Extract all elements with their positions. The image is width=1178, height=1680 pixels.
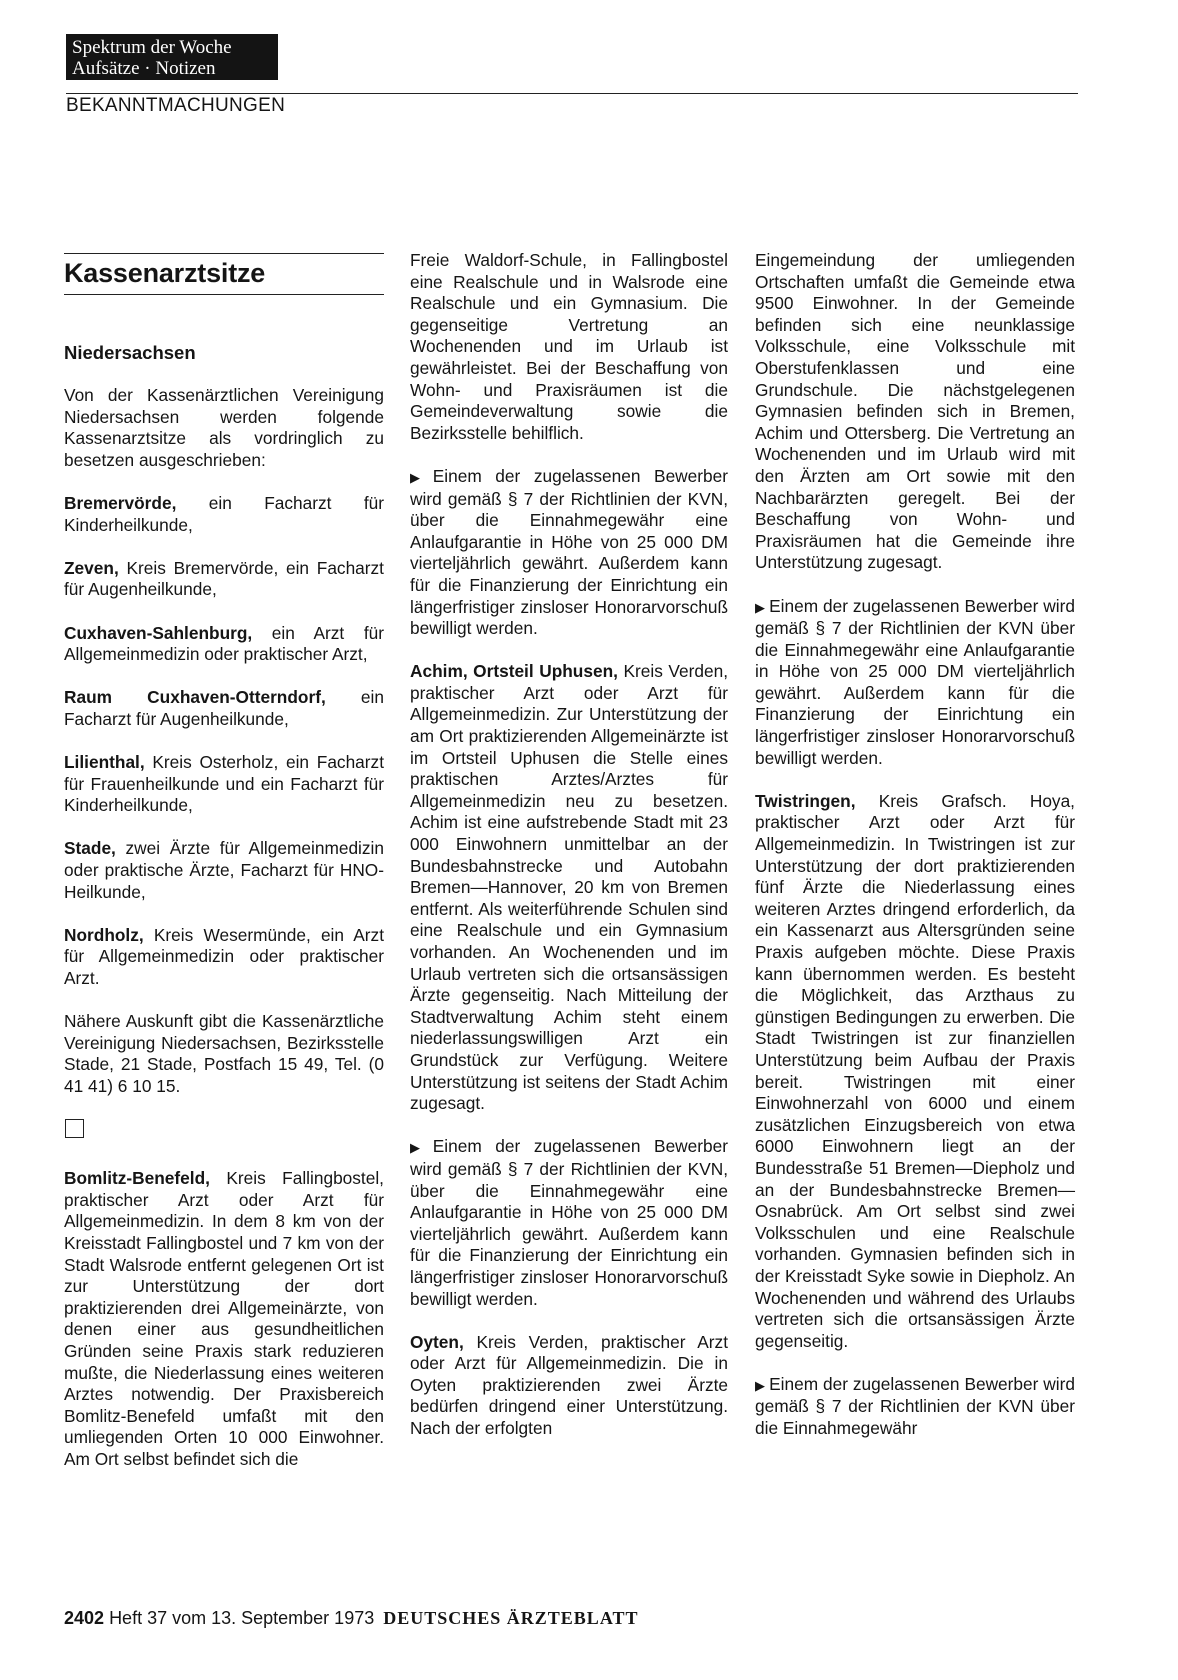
section-label: BEKANNTMACHUNGEN <box>66 95 286 116</box>
guarantee-paragraph <box>410 1136 728 1310</box>
listing-entry <box>410 661 728 1114</box>
listing-place: Zeven, <box>64 557 119 578</box>
listing-entry <box>64 838 384 903</box>
listing-entry <box>410 1332 728 1440</box>
triangle-bullet-icon: ▶ <box>410 1140 429 1156</box>
listing-text: Kreis Fallingbostel, praktischer Arzt oder Arzt für Allgemeinmedizin. In dem 8 km von der Kreisstadt Fallingbostel und 7 km von der Stadt Walsrode entfernt gelegenen Ort ist zur Unterstützung der dort praktizierenden drei Allgemeinärzte, von denen einer aus gesundheitlichen Gründen seine Praxis stark reduzieren mußte, die Niederlassung eines weiteren Arztes notwendig. Der Praxisbereich Bomlitz-Benefeld umfaßt mit den umliegenden Orten 10 000 Einwohner. Am Ort selbst befindet sich die <box>64 1168 384 1469</box>
listing-place: Nordholz, <box>64 924 144 945</box>
listing-text: zwei Ärzte für Allgemeinmedizin oder praktische Ärzte, Facharzt für HNO-Heilkunde, <box>64 838 384 902</box>
paragraph: Freie Waldorf-Schule, in Fallingbostel eine Realschule und in Walsrode eine Realschule und ein Gymnasium. Die gegenseitige Vertretung an Wochenenden und im Urlaub ist gewährleistet. Bei der Beschaffung von Wohn- und Praxisräumen ist die Gemeindeverwaltung sowie die Bezirksstelle behilflich. <box>410 250 728 443</box>
listing-entry <box>64 687 384 730</box>
listing-place: Raum Cuxhaven-Otterndorf, <box>64 687 326 708</box>
listing-place: Achim, Ortsteil Uphusen, <box>410 661 618 682</box>
listing-entry <box>64 752 384 817</box>
listing-place: Bomlitz-Benefeld, <box>64 1168 210 1189</box>
listing-place: Cuxhaven-Sahlenburg, <box>64 622 253 643</box>
listing-entry <box>64 558 384 601</box>
section-header-box <box>66 34 278 80</box>
triangle-bullet-icon: ▶ <box>755 1377 766 1393</box>
header-rule <box>66 93 1078 94</box>
listing-entry <box>755 791 1075 1352</box>
info-paragraph: Nähere Auskunft gibt die Kassenärztliche Vereinigung Niedersachsen, Bezirksstelle Stade, 21 Stade, Postfach 15 49, Tel. (0 41 41) 6 10 15. <box>64 1011 384 1096</box>
column-1 <box>64 385 384 1471</box>
listing-text: Kreis Verden, praktischer Arzt oder Arzt für Allgemeinmedizin. Zur Unterstützung der am Ort praktizierenden Allgemeinärzte ist im Ortsteil Uphusen die Stelle eines praktischen Arztes/Arztes für Allgemeinmedizin neu zu besetzen. Achim ist eine aufstrebende Stadt mit 23 000 Einwohnern unmittelbar an der Bundesbahnstrecke und Autobahn Bremen—Hannover, 20 km von Bremen entfernt. Als weiterführende Schulen sind eine Realschule und ein Gymnasium vorhanden. An Wochenenden und im Urlaub vertreten sich die ortsansässigen Ärzte gegenseitig. Nach Mitteilung der Stadtverwaltung Achim steht einem niederlassungswilligen Arzt ein Grundstück zur Verfügung. Weitere Unterstützung ist seitens der Stadt Achim zugesagt. <box>410 661 728 1114</box>
paragraph-text: Einem der zugelassenen Bewerber wird gemäß § 7 der Richtlinien der KVN, über die Einnahmegewähr eine Anlaufgarantie in Höhe von 25 000 DM vierteljährlich gewährt. Außerdem kann für die Finanzierung der Einrichtung ein längerfristiger zinsloser Honorarvorschuß bewilligt werden. <box>410 465 729 639</box>
listing-text: Kreis Grafsch. Hoya, praktischer Arzt oder Arzt für Allgemeinmedizin. In Twistringen ist zur Unterstützung der dort praktizierenden fünf Ärzte die Niederlassung eines weiteren Arztes dringend erforderlich, da ein Kassenarzt aus Altersgründen seine Praxis aufgeben möchte. Diese Praxis kann übernommen werden. Es besteht die Möglichkeit, das Arzthaus zu günstigen Bedingungen zu erwerben. Die Stadt Twistringen ist zur finanziellen Unterstützung beim Aufbau der Praxis bereit. Twistringen mit einer Einwohnerzahl von 6000 und einem zusätzlichen Einzugsbereich von etwa 6000 Einwohnern liegt an der Bundesstraße 51 Bremen—Diepholz und an der Bundesbahnstrecke Bremen—Osnabrück. Am Ort selbst sind zwei Volksschulen und eine Realschule vorhanden. Gymnasien befinden sich in der Kreisstadt Syke sowie in Diepholz. An Wochenenden und während des Urlaubs vertreten sich die ortsansässigen Ärzte gegenseitig. <box>755 790 1075 1351</box>
listing-text: Kreis Wesermünde, ein Arzt für Allgemeinmedizin oder praktischer Arzt. <box>64 924 384 989</box>
listing-entry <box>64 1168 384 1470</box>
issue-info: Heft 37 vom 13. September 1973 <box>109 1608 375 1628</box>
article-title: Kassenarztsitze <box>64 258 266 288</box>
listing-entry <box>64 493 384 536</box>
listing-place: Stade, <box>64 838 116 859</box>
column-3 <box>755 250 1075 1440</box>
guarantee-paragraph <box>410 466 728 640</box>
column-2 <box>410 250 728 1440</box>
page-footer <box>64 1608 639 1629</box>
listing-text: Kreis Bremervörde, ein Facharzt für Augenheilkunde, <box>64 557 384 600</box>
listing-text: Kreis Osterholz, ein Facharzt für Frauenheilkunde und ein Facharzt für Kinderheilkunde, <box>64 752 384 816</box>
listing-text: ein Facharzt für Kinderheilkunde, <box>64 492 384 535</box>
page-number: 2402 <box>64 1608 105 1628</box>
title-rule-top <box>64 253 384 254</box>
section-end-box-icon <box>65 1119 84 1138</box>
publication-name: DEUTSCHES ÄRZTEBLATT <box>383 1608 639 1628</box>
title-rule-bottom <box>64 294 384 295</box>
listing-place: Twistringen, <box>755 790 856 811</box>
paragraph-text: Einem der zugelassenen Bewerber wird gemäß § 7 der Richtlinien der KVN über die Einnahmegewähr <box>755 1373 1075 1439</box>
intro-paragraph: Von der Kassenärztlichen Vereinigung Niedersachsen werden folgende Kassenarztsitze als vordringlich zu besetzen ausgeschrieben: <box>64 385 384 470</box>
listing-entry <box>64 925 384 990</box>
triangle-bullet-icon: ▶ <box>410 469 429 485</box>
header-box-line2: Aufsätze · Notizen <box>72 58 216 79</box>
listing-text: Kreis Verden, praktischer Arzt oder Arzt für Allgemeinmedizin. Die in Oyten praktizierenden zwei Ärzte bedürfen dringend einer Unterstützung. Nach der erfolgten <box>410 1331 728 1439</box>
paragraph: Eingemeindung der umliegenden Ortschaften umfaßt die Gemeinde etwa 9500 Einwohner. In der Gemeinde befinden sich eine neunklassige Volksschule, eine Volksschule mit Oberstufenklassen und eine Grundschule. Die nächstgelegenen Gymnasien befinden sich in Bremen, Achim und Ottersberg. Die Vertretung an Wochenenden und im Urlaub wird mit den Ärzten am Ort sowie mit den Nachbarärzten geregelt. Bei der Beschaffung von Wohn- und Praxisräumen hat die Gemeinde ihre Unterstützung zugesagt. <box>755 250 1075 573</box>
paragraph-text: Einem der zugelassenen Bewerber wird gemäß § 7 der Richtlinien der KVN über die Einnahmegewähr eine Anlaufgarantie in Höhe von 25 000 DM vierteljährlich gewährt. Außerdem kann für die Finanzierung der Einrichtung ein längerfristiger zinsloser Honorarvorschuß bewilligt werden. <box>755 595 1075 768</box>
listing-place: Oyten, <box>410 1331 464 1352</box>
listing-text: ein Facharzt für Augenheilkunde, <box>64 687 384 729</box>
paragraph-text: Einem der zugelassenen Bewerber wird gemäß § 7 der Richtlinien der KVN, über die Einnahmegewähr eine Anlaufgarantie in Höhe von 25 000 DM vierteljährlich gewährt. Außerdem kann für die Finanzierung der Einrichtung ein längerfristiger zinsloser Honorarvorschuß bewilligt werden. <box>410 1136 729 1309</box>
listing-place: Lilienthal, <box>64 752 145 773</box>
guarantee-paragraph <box>755 1374 1075 1440</box>
guarantee-paragraph <box>755 596 1075 770</box>
listing-place: Bremervörde, <box>64 492 177 513</box>
triangle-bullet-icon: ▶ <box>755 599 766 615</box>
listing-text: ein Arzt für Allgemeinmedizin oder praktischer Arzt, <box>64 622 384 665</box>
header-box-line1: Spektrum der Woche <box>72 37 232 58</box>
listing-entry <box>64 623 384 666</box>
region-heading: Niedersachsen <box>64 342 196 363</box>
